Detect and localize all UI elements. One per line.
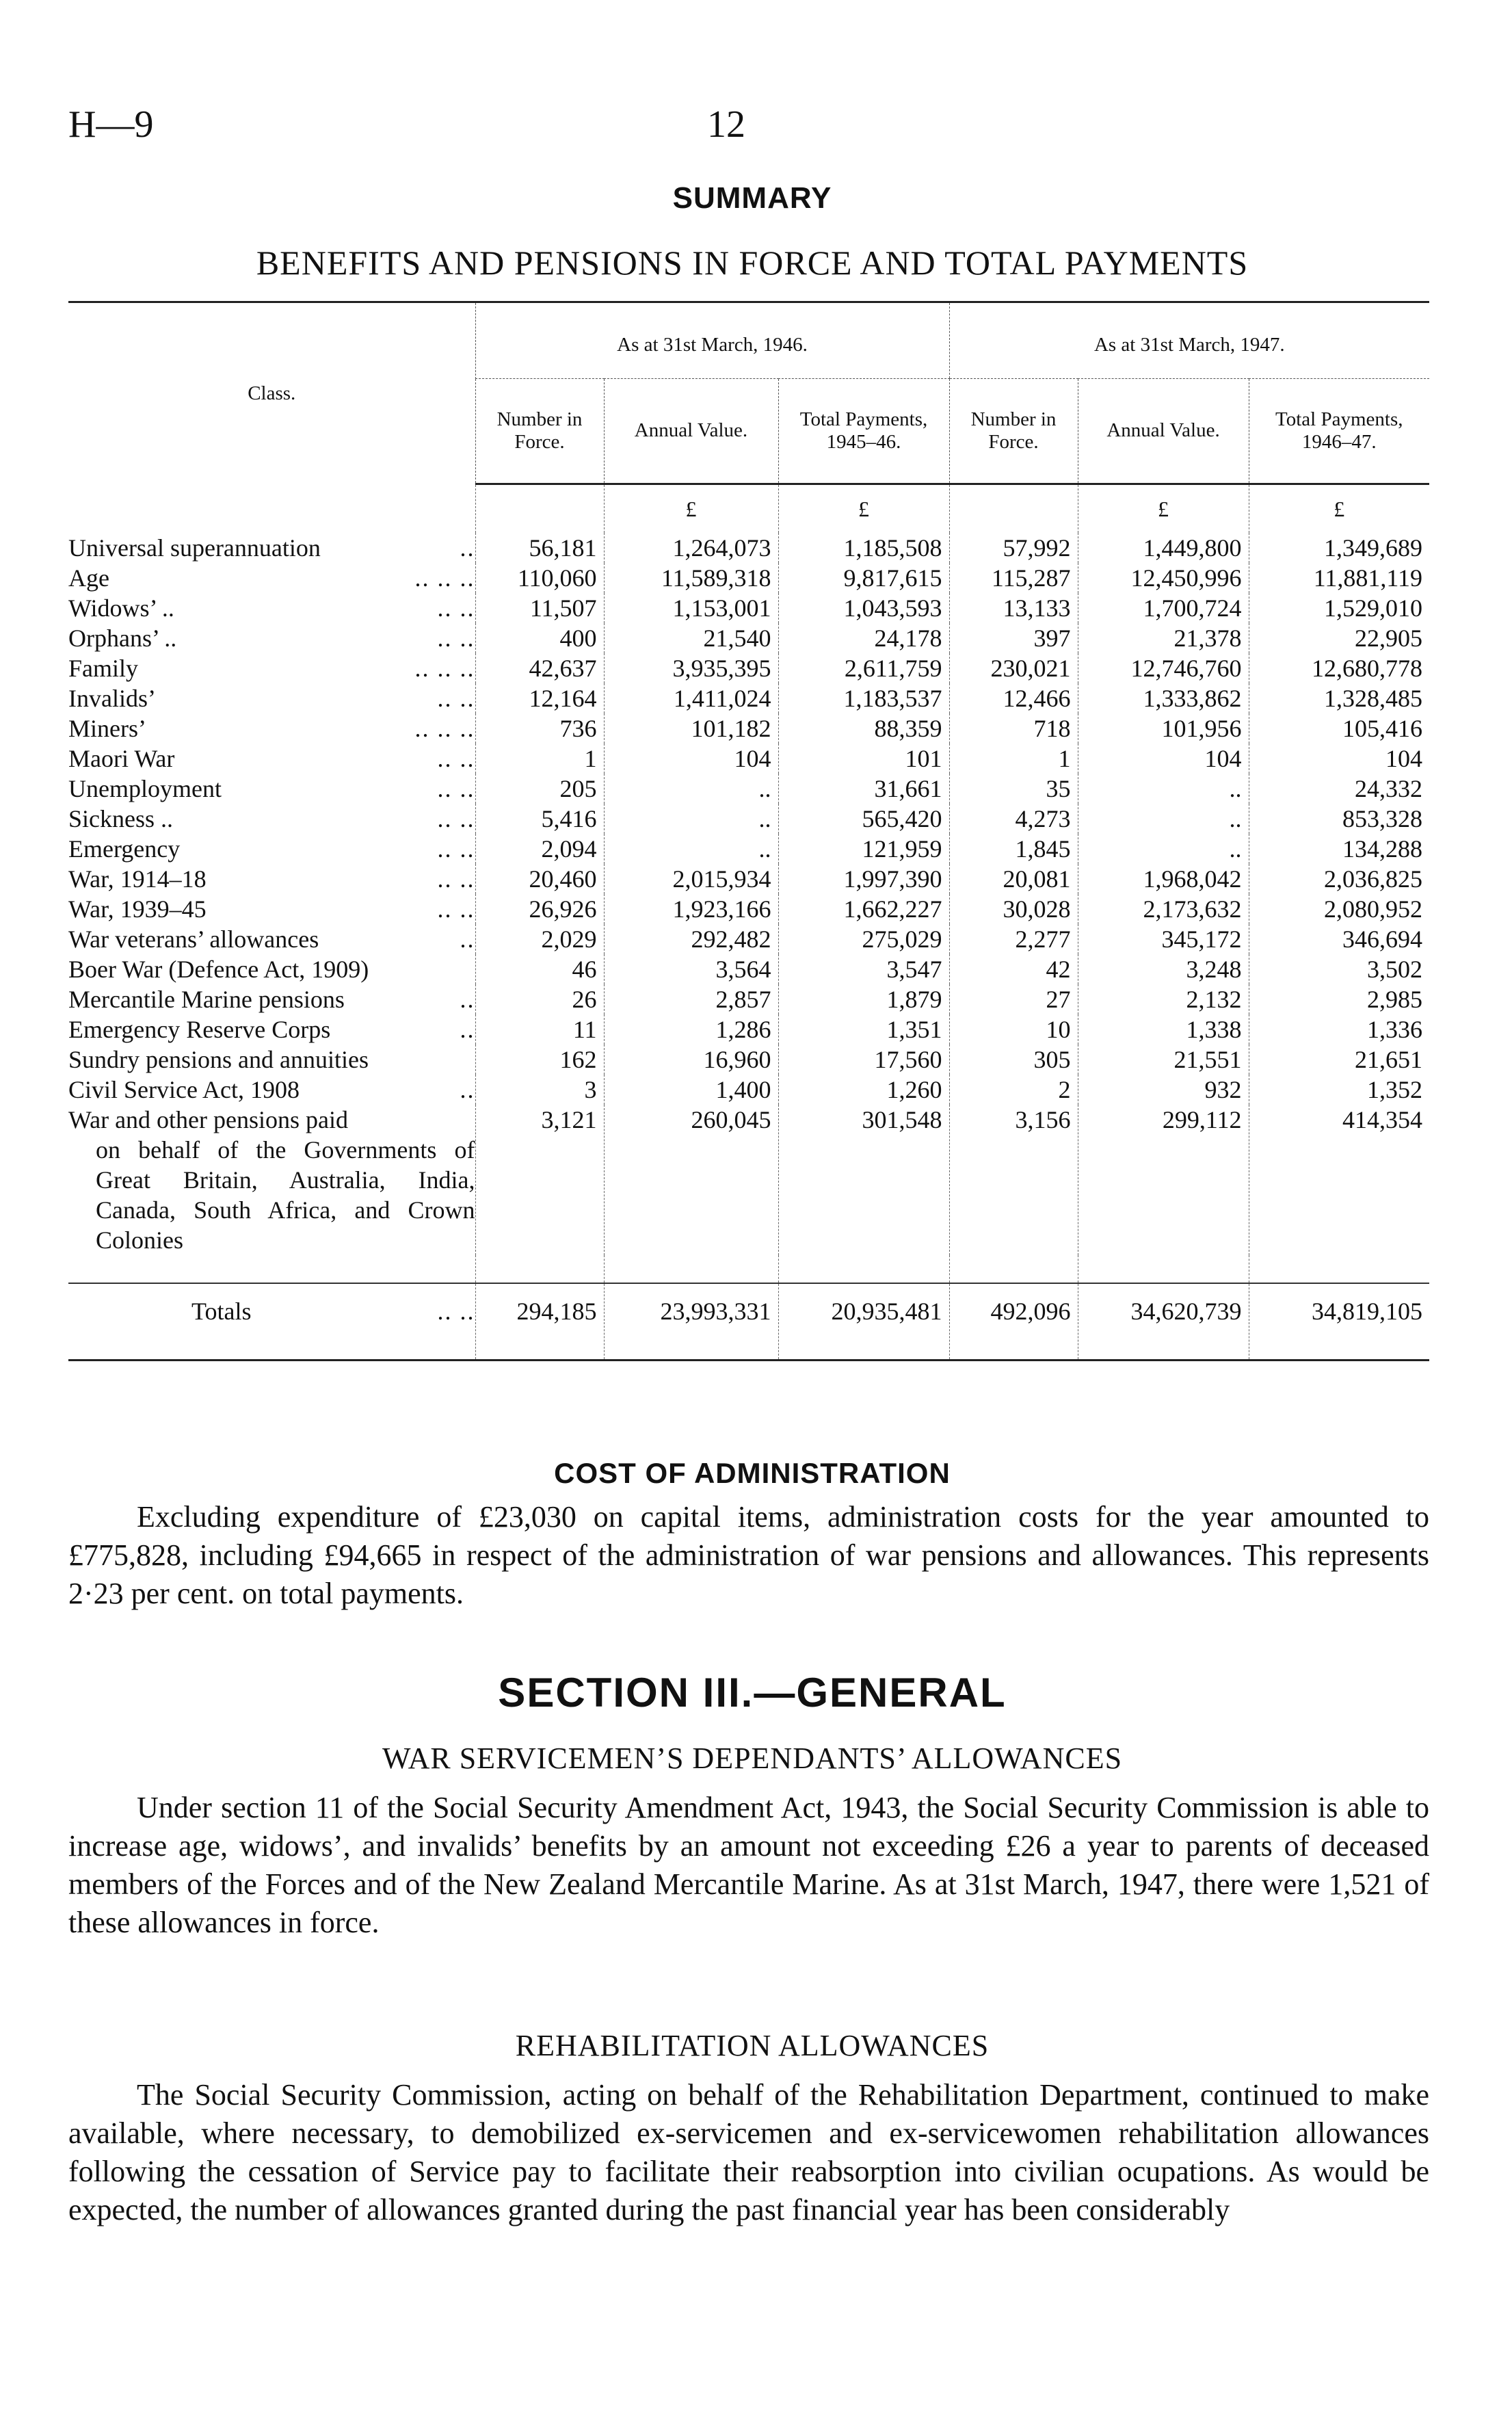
value-cell: 1,185,508 (778, 533, 949, 563)
leader-dots: .. (460, 986, 475, 1013)
value-cell: 292,482 (604, 924, 778, 954)
value-cell: 1,449,800 (1078, 533, 1249, 563)
value-cell: 30,028 (949, 894, 1078, 924)
value-cell: 2,094 (475, 834, 604, 864)
value-cell: 42 (949, 954, 1078, 984)
leader-dots: .. .. (437, 865, 475, 893)
value-cell: 718 (949, 713, 1078, 744)
value-cell: 101,956 (1078, 713, 1249, 744)
value-cell: 4,273 (949, 804, 1078, 834)
document-code: H—9 (68, 103, 154, 146)
value-cell: 2,015,934 (604, 864, 778, 894)
value-cell: 12,746,760 (1078, 653, 1249, 683)
summary-subheading: BENEFITS AND PENSIONS IN FORCE AND TOTAL PAYMENTS (256, 244, 1249, 282)
value-cell: 16,960 (604, 1044, 778, 1075)
cost-of-administration-heading: COST OF ADMINISTRATION (554, 1457, 951, 1489)
class-label: War and other pensions paid (68, 1106, 348, 1133)
value-cell: 13,133 (949, 593, 1078, 623)
value-cell: 1,845 (949, 834, 1078, 864)
table-row (68, 653, 1429, 683)
value-cell: 12,680,778 (1249, 653, 1429, 683)
leader-dots: .. .. (437, 625, 475, 652)
value-cell: 22,905 (1249, 623, 1429, 653)
value-cell: 3,935,395 (604, 653, 778, 683)
table-row (68, 593, 1429, 623)
class-cell (68, 593, 475, 623)
value-cell: 3,564 (604, 954, 778, 984)
table-row (68, 1044, 1429, 1075)
value-cell: 346,694 (1249, 924, 1429, 954)
table-row (68, 1014, 1429, 1044)
value-cell: 1 (475, 744, 604, 774)
value-cell: 1,153,001 (604, 593, 778, 623)
value-cell: 21,540 (604, 623, 778, 653)
value-cell: 305 (949, 1044, 1078, 1075)
value-cell: 1,411,024 (604, 683, 778, 713)
value-cell: 105,416 (1249, 713, 1429, 744)
group-header-1947: As at 31st March, 1947. (949, 302, 1429, 379)
table-row (68, 713, 1429, 744)
value-cell: 853,328 (1249, 804, 1429, 834)
class-column-header: Class. (68, 302, 475, 484)
class-cell (68, 713, 475, 744)
value-cell: 12,466 (949, 683, 1078, 713)
leader-dots: .. (460, 534, 475, 562)
value-cell: 134,288 (1249, 834, 1429, 864)
value-cell: .. (604, 774, 778, 804)
class-label: Family (68, 655, 139, 682)
class-label: Civil Service Act, 1908 (68, 1076, 300, 1103)
totals-row (68, 1283, 1429, 1361)
value-cell: 3,156 (949, 1105, 1078, 1255)
value-cell: 57,992 (949, 533, 1078, 563)
value-cell: 26,926 (475, 894, 604, 924)
column-header: Total Payments, 1945–46. (778, 379, 949, 484)
value-cell: 11 (475, 1014, 604, 1044)
class-cell (68, 954, 475, 984)
unit-label: £ (778, 484, 949, 534)
class-label: Miners’ (68, 715, 146, 742)
value-cell: 1,923,166 (604, 894, 778, 924)
value-cell: .. (604, 804, 778, 834)
total-value-cell: 20,935,481 (778, 1283, 949, 1361)
leader-dots: .. .. .. (414, 655, 475, 682)
class-label-continuation: on behalf of the Governments of Great Britain, Australia, India, Canada, South Africa, and Crown Colonies (96, 1136, 475, 1254)
class-label: Sundry pensions and annuities (68, 1046, 369, 1073)
class-label: Mercantile Marine pensions (68, 986, 345, 1013)
class-label: Unemployment (68, 775, 222, 802)
class-cell (68, 774, 475, 804)
value-cell: 162 (475, 1044, 604, 1075)
value-cell: 299,112 (1078, 1105, 1249, 1255)
table-row-multiline (68, 1105, 1429, 1255)
leader-dots: .. .. (437, 1298, 475, 1325)
value-cell: 46 (475, 954, 604, 984)
value-cell: 101,182 (604, 713, 778, 744)
value-cell: 260,045 (604, 1105, 778, 1255)
value-cell: 1,183,537 (778, 683, 949, 713)
column-header: Number in Force. (475, 379, 604, 484)
page-number: 12 (707, 103, 745, 146)
value-cell: 1,336 (1249, 1014, 1429, 1044)
class-cell (68, 1075, 475, 1105)
value-cell: 3,121 (475, 1105, 604, 1255)
value-cell: 1,351 (778, 1014, 949, 1044)
table-row (68, 834, 1429, 864)
value-cell: 2,173,632 (1078, 894, 1249, 924)
value-cell: 2,611,759 (778, 653, 949, 683)
totals-label: Totals (191, 1298, 252, 1325)
total-value-cell: 23,993,331 (604, 1283, 778, 1361)
unit-label: £ (604, 484, 778, 534)
class-label: Sickness .. (68, 805, 173, 832)
value-cell: 736 (475, 713, 604, 744)
column-header: Annual Value. (604, 379, 778, 484)
value-cell: 2,080,952 (1249, 894, 1429, 924)
value-cell: 205 (475, 774, 604, 804)
unit-label (949, 484, 1078, 534)
total-value-cell: 34,620,739 (1078, 1283, 1249, 1361)
class-cell (68, 834, 475, 864)
class-cell (68, 653, 475, 683)
class-label: War, 1939–45 (68, 895, 207, 923)
value-cell: 5,416 (475, 804, 604, 834)
value-cell: 345,172 (1078, 924, 1249, 954)
unit-label: £ (1078, 484, 1249, 534)
leader-dots: .. .. (437, 745, 475, 772)
value-cell: 1,997,390 (778, 864, 949, 894)
value-cell: 35 (949, 774, 1078, 804)
value-cell: 1,043,593 (778, 593, 949, 623)
value-cell: 1,333,862 (1078, 683, 1249, 713)
leader-dots: .. .. (437, 895, 475, 923)
value-cell: 1,879 (778, 984, 949, 1014)
value-cell: 20,081 (949, 864, 1078, 894)
value-cell: 1,260 (778, 1075, 949, 1105)
value-cell: 2,277 (949, 924, 1078, 954)
value-cell: 3 (475, 1075, 604, 1105)
total-value-cell: 492,096 (949, 1283, 1078, 1361)
value-cell: 31,661 (778, 774, 949, 804)
value-cell: 1,328,485 (1249, 683, 1429, 713)
class-cell (68, 1044, 475, 1075)
leader-dots: .. (460, 925, 475, 953)
table-row (68, 563, 1429, 593)
value-cell: 2 (949, 1075, 1078, 1105)
value-cell: 1 (949, 744, 1078, 774)
units-row (68, 484, 1429, 534)
value-cell: 2,857 (604, 984, 778, 1014)
value-cell: .. (1078, 774, 1249, 804)
class-label: Emergency Reserve Corps (68, 1016, 331, 1043)
class-cell (68, 924, 475, 954)
rehabilitation-paragraph: The Social Security Commission, acting on behalf of the Rehabilitation Department, continued to make available, where necessary, to demobilized ex-servicemen and ex-servicewomen rehabilitation allowances following the cessation of Service pay to facilitate their reabsorption into civilian ocupations. As would be expected, the number of allowances granted during the past financial year has been considerably (68, 2078, 1429, 2226)
value-cell: 3,502 (1249, 954, 1429, 984)
leader-dots: .. .. .. (414, 715, 475, 742)
value-cell: 104 (1078, 744, 1249, 774)
value-cell: 1,662,227 (778, 894, 949, 924)
leader-dots: .. .. (437, 775, 475, 802)
class-label: Invalids’ (68, 685, 156, 712)
value-cell: 42,637 (475, 653, 604, 683)
class-label: Boer War (Defence Act, 1909) (68, 956, 369, 983)
value-cell: 17,560 (778, 1044, 949, 1075)
value-cell: 21,651 (1249, 1044, 1429, 1075)
class-cell (68, 623, 475, 653)
group-header-1946: As at 31st March, 1946. (475, 302, 949, 379)
value-cell: 20,460 (475, 864, 604, 894)
table-row (68, 894, 1429, 924)
value-cell: 1,529,010 (1249, 593, 1429, 623)
value-cell: .. (1078, 834, 1249, 864)
war-dependants-paragraph: Under section 11 of the Social Security Amendment Act, 1943, the Social Security Commission is able to increase age, widows’, and invalids’ benefits by an amount not exceeding £26 a year to parents of deceased members of the Forces and of the New Zealand Mercantile Marine. As at 31st March, 1947, there were 1,521 of these allowances in force. (68, 1791, 1429, 1939)
value-cell: 11,507 (475, 593, 604, 623)
value-cell: 565,420 (778, 804, 949, 834)
value-cell: 397 (949, 623, 1078, 653)
leader-dots: .. .. (437, 685, 475, 712)
column-header: Annual Value. (1078, 379, 1249, 484)
class-cell (68, 984, 475, 1014)
value-cell: 9,817,615 (778, 563, 949, 593)
value-cell: 3,248 (1078, 954, 1249, 984)
class-cell (68, 744, 475, 774)
running-head (68, 103, 1429, 164)
value-cell: 2,985 (1249, 984, 1429, 1014)
value-cell: 301,548 (778, 1105, 949, 1255)
value-cell: 11,881,119 (1249, 563, 1429, 593)
class-cell (68, 563, 475, 593)
spacer-row (68, 1255, 1429, 1283)
table-row (68, 623, 1429, 653)
class-cell (68, 1105, 475, 1255)
value-cell: 88,359 (778, 713, 949, 744)
value-cell: 10 (949, 1014, 1078, 1044)
table-row (68, 533, 1429, 563)
value-cell: 24,178 (778, 623, 949, 653)
summary-table-container (68, 301, 1429, 1361)
table-row (68, 774, 1429, 804)
table-row (68, 984, 1429, 1014)
value-cell: 110,060 (475, 563, 604, 593)
leader-dots: .. .. (437, 594, 475, 622)
value-cell: 12,450,996 (1078, 563, 1249, 593)
table-row (68, 744, 1429, 774)
class-label: Universal superannuation (68, 534, 321, 562)
value-cell: 1,968,042 (1078, 864, 1249, 894)
leader-dots: .. .. (437, 835, 475, 863)
value-cell: 104 (1249, 744, 1429, 774)
table-row (68, 1075, 1429, 1105)
leader-dots: .. .. .. (414, 564, 475, 592)
value-cell: 121,959 (778, 834, 949, 864)
value-cell: 12,164 (475, 683, 604, 713)
value-cell: 2,029 (475, 924, 604, 954)
unit-label (475, 484, 604, 534)
class-label: Emergency (68, 835, 181, 863)
class-label: Maori War (68, 745, 175, 772)
class-cell (68, 864, 475, 894)
totals-label-cell (68, 1283, 475, 1361)
value-cell: 230,021 (949, 653, 1078, 683)
value-cell: 1,349,689 (1249, 533, 1429, 563)
leader-dots: .. .. (437, 805, 475, 832)
value-cell: 414,354 (1249, 1105, 1429, 1255)
value-cell: 104 (604, 744, 778, 774)
value-cell: 932 (1078, 1075, 1249, 1105)
value-cell: 56,181 (475, 533, 604, 563)
value-cell: 101 (778, 744, 949, 774)
rehabilitation-heading: REHABILITATION ALLOWANCES (515, 2029, 990, 2062)
class-label: Orphans’ .. (68, 625, 177, 652)
value-cell: 1,338 (1078, 1014, 1249, 1044)
leader-dots: .. (460, 1016, 475, 1043)
class-label: Widows’ .. (68, 594, 174, 622)
value-cell: 1,700,724 (1078, 593, 1249, 623)
table-row (68, 954, 1429, 984)
value-cell: 275,029 (778, 924, 949, 954)
class-label: War, 1914–18 (68, 865, 207, 893)
value-cell: 21,378 (1078, 623, 1249, 653)
column-header: Total Payments, 1946–47. (1249, 379, 1429, 484)
value-cell: 2,132 (1078, 984, 1249, 1014)
class-label: Age (68, 564, 109, 592)
summary-table (68, 301, 1429, 1361)
value-cell: 21,551 (1078, 1044, 1249, 1075)
class-cell (68, 683, 475, 713)
class-cell (68, 894, 475, 924)
class-cell (68, 1014, 475, 1044)
column-header: Number in Force. (949, 379, 1078, 484)
cost-of-administration-paragraph: Excluding expenditure of £23,030 on capital items, administration costs for the year amounted to £775,828, including £94,665 in respect of the administration of war pensions and allowances. This represents 2·23 per cent. on total payments. (68, 1500, 1429, 1610)
value-cell: 400 (475, 623, 604, 653)
value-cell: 26 (475, 984, 604, 1014)
total-value-cell: 294,185 (475, 1283, 604, 1361)
value-cell: 27 (949, 984, 1078, 1014)
value-cell: 24,332 (1249, 774, 1429, 804)
class-cell (68, 533, 475, 563)
class-label: War veterans’ allowances (68, 925, 319, 953)
value-cell: 11,589,318 (604, 563, 778, 593)
table-row (68, 924, 1429, 954)
value-cell: 1,286 (604, 1014, 778, 1044)
war-dependants-heading: WAR SERVICEMEN’S DEPENDANTS’ ALLOWANCES (382, 1742, 1123, 1775)
value-cell: 1,352 (1249, 1075, 1429, 1105)
total-value-cell: 34,819,105 (1249, 1283, 1429, 1361)
value-cell: 1,400 (604, 1075, 778, 1105)
unit-label: £ (1249, 484, 1429, 534)
value-cell: .. (1078, 804, 1249, 834)
table-row (68, 804, 1429, 834)
leader-dots: .. (460, 1076, 475, 1103)
table-row (68, 683, 1429, 713)
summary-heading: SUMMARY (672, 181, 832, 215)
section-heading: SECTION III.—GENERAL (498, 1670, 1007, 1716)
table-row (68, 864, 1429, 894)
value-cell: 1,264,073 (604, 533, 778, 563)
class-cell (68, 804, 475, 834)
value-cell: 2,036,825 (1249, 864, 1429, 894)
value-cell: 115,287 (949, 563, 1078, 593)
value-cell: 3,547 (778, 954, 949, 984)
value-cell: .. (604, 834, 778, 864)
